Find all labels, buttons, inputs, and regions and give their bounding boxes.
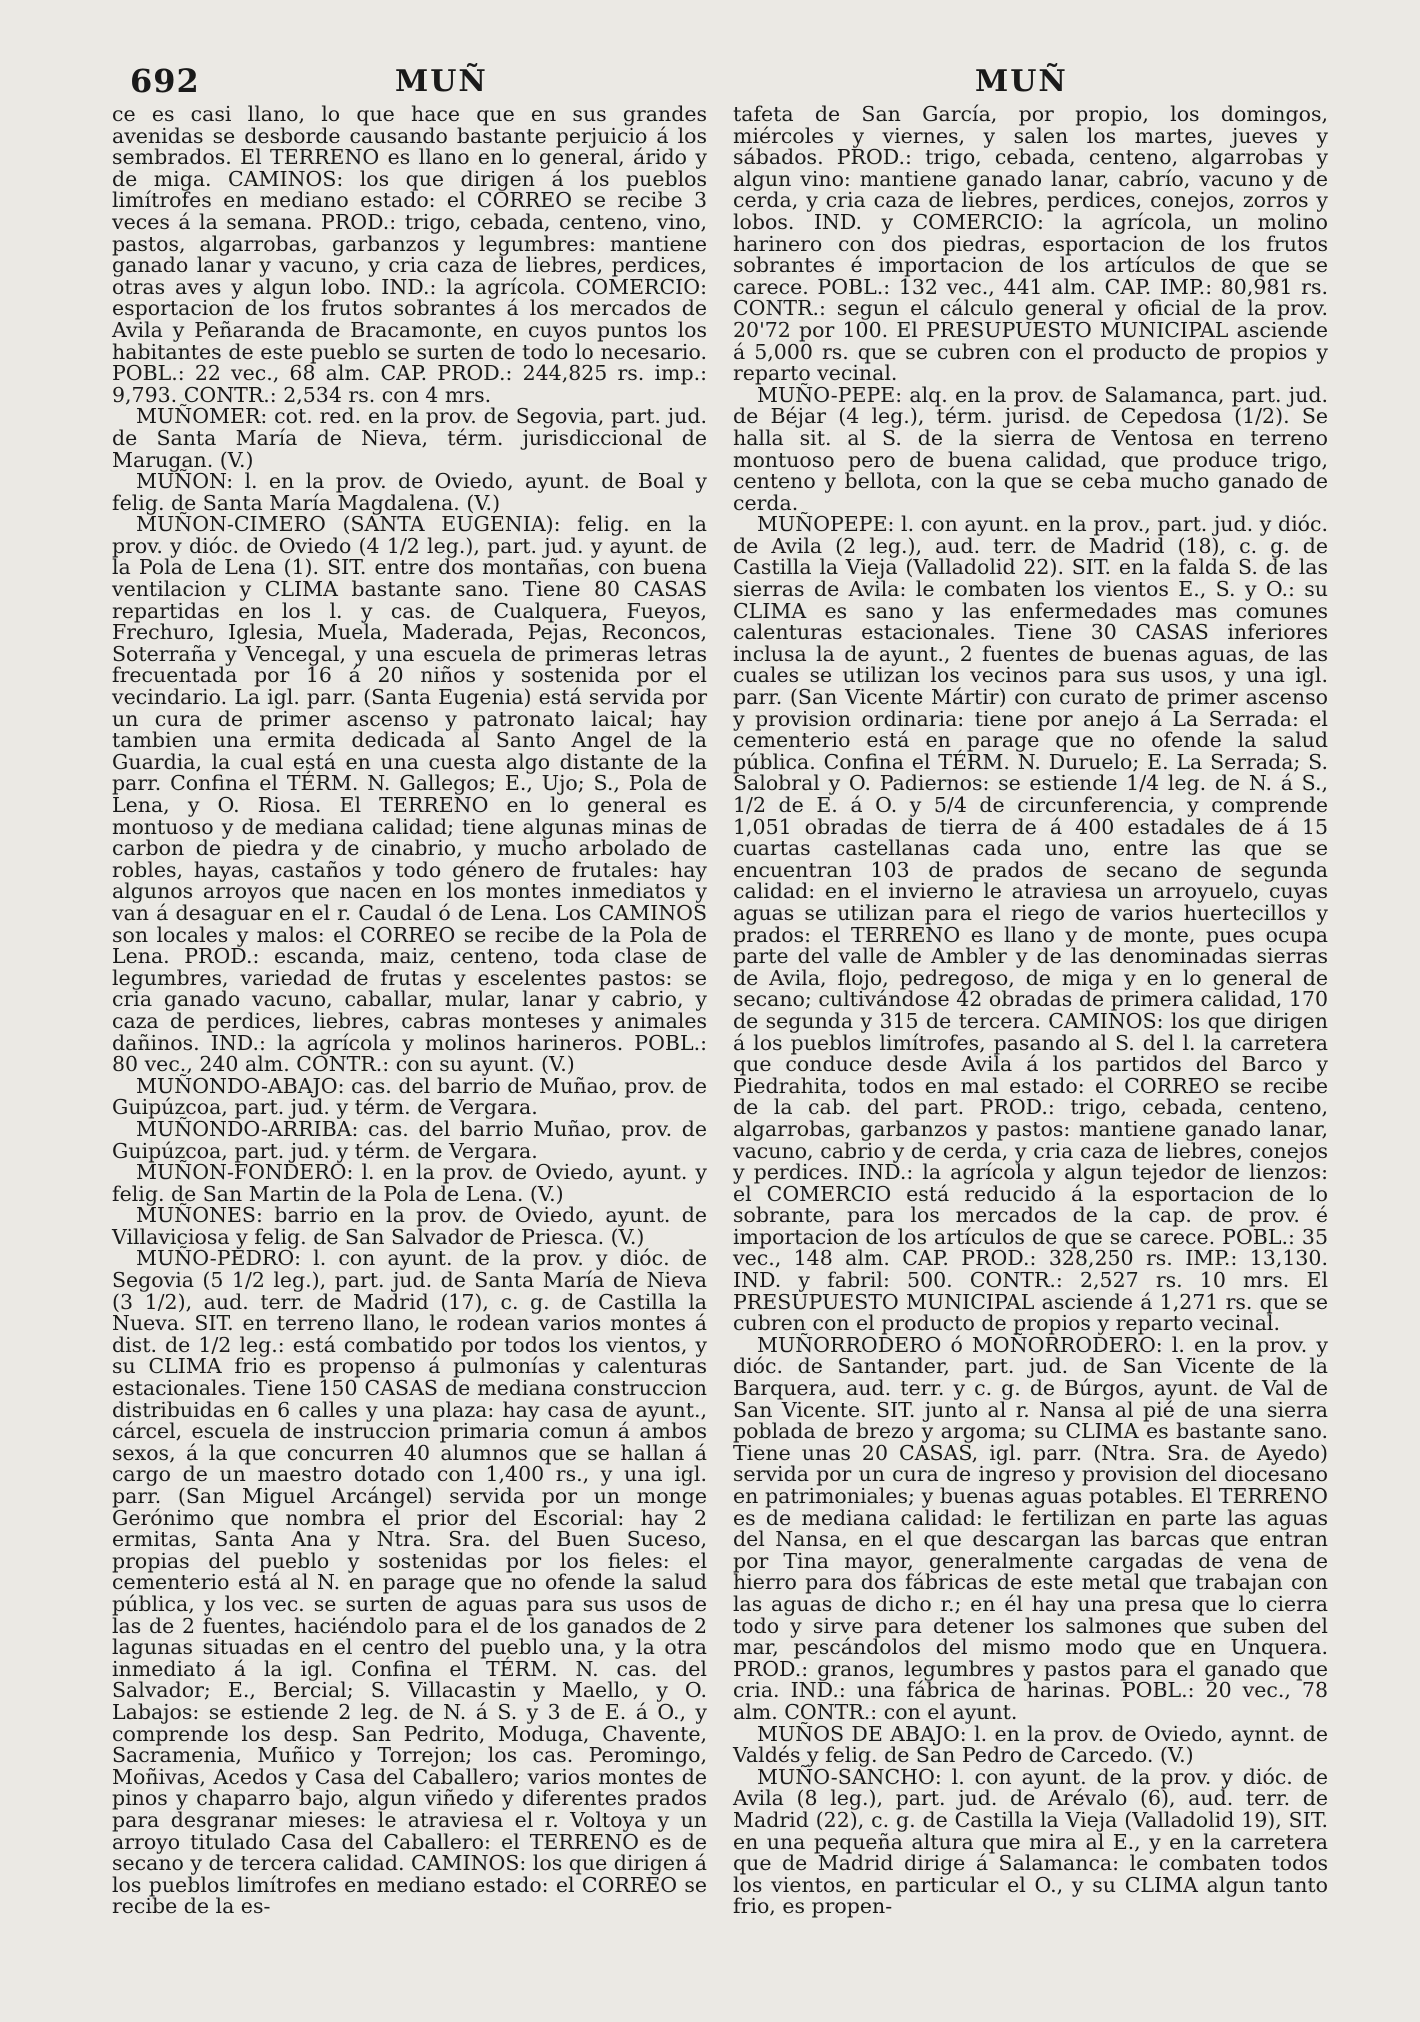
entry-munomer: MUÑOMER: cot. red. en la prov. de Segovia, part. jud. de Santa María de Nieva, térm. jurisdiccional de Marugan. (V.) <box>112 404 707 472</box>
page-number: 692 <box>130 62 200 100</box>
entry-munopepe: MUÑOPEPE: l. con ayunt. en la prov., part. jud. y dióc. de Avila (2 leg.), aud. terr. de Madrid (18), c. g. de Castilla la Vieja (Valladolid 22). SIT. en la falda S. de las sierras de Avila: le combaten los vientos E., S. y O.: su CLIMA es sano y las enfermedades mas comunes calenturas estacionales. Tiene 30 CASAS inferiores inclusa la de ayunt., 2 fuentes de buenas aguas, de las cuales se utilizan los vecinos para sus usos, y una igl. parr. (San Vicente Mártir) con curato de primer ascenso y provision ordinaria: tiene por anejo á La Serrada: el cementerio está en parage que no ofende la salud pública. Confina el TÉRM. N. Duruelo; E. La Serrada; S. Salobral y O. Padiernos: se estiende 1/4 leg. de N. á S., 1/2 de E. á O. y 5/4 de circunferencia, y comprende 1,051 obradas de tierra de á 400 estadales de á 15 cuartas castellanas cada uno, entre las que se encuentran 103 de prados de secano de segunda calidad: en el invierno le atraviesa un arroyuelo, cuyas aguas se utilizan para el riego de varios huertecillos y prados: el TERRENO es llano y de monte, pues ocupa parte del valle de Ambler y de las denominadas sierras de Avila, flojo, pedregoso, de miga y en lo general de secano; cultivándose 42 obradas de primera calidad, 170 de segunda y 315 de tercera. CAMINOS: los que dirigen á los pueblos limítrofes, pasando al S. del l. la carretera que conduce desde Avila á los partidos del Barco y Piedrahita, todos en mal estado: el CORREO se recibe de la cab. del part. PROD.: trigo, cebada, centeno, algarrobas, garbanzos y pastos: mantiene ganado lanar, vacuno, cabrio y de cerda, y cria caza de liebres, conejos y perdices. IND.: la agrícola y algun tejedor de lienzos: el COMERCIO está reducido á la esportacion de lo sobrante, para los mercados de la cap. de prov. é importacion de los artículos de que se carece. POBL.: 35 vec., 148 alm. CAP. PROD.: 328,250 rs. IMP.: 13,130. IND. y fabril: 500. CONTR.: 2,527 rs. 10 mrs. El PRESUPUESTO MUNICIPAL asciende á 1,271 rs. que se cubren con el producto de propios y reparto vecinal. <box>733 512 1328 1336</box>
entry-muno-pedro: MUÑO-PEDRO: l. con ayunt. de la prov. y dióc. de Segovia (5 1/2 leg.), part. jud. de Santa María de Nieva (3 1/2), aud. terr. de Madrid (17), c. g. de Castilla la Nueva. SIT. en terreno llano, le rodean varios montes á dist. de 1/2 leg.: está combatido por todos los vientos, y su CLIMA frio es propenso á pulmonías y calenturas estacionales. Tiene 150 CASAS de mediana construccion distribuidas en 6 calles y una plaza: hay casa de ayunt., cárcel, escuela de instruccion primaria comun á ambos sexos, á la que concurren 40 alumnos que se hallan á cargo de un maestro dotado con 1,400 rs., y una igl. parr. (San Miguel Arcángel) servida por un monge Gerónimo que nombra el prior del Escorial: hay 2 ermitas, Santa Ana y Ntra. Sra. del Buen Suceso, propias del pueblo y sostenidas por los fieles: el cementerio está al N. en parage que no ofende la salud pública, y los vec. se surten de aguas para sus usos de las de 2 fuentes, haciéndolo para el de los ganados de 2 lagunas situadas en el centro del pueblo una, y la otra inmediato á la igl. Confina el TÉRM. N. cas. del Salvador; E., Bercial; S. Villacastin y Maello, y O. Labajos: se estiende 2 leg. de N. á S. y 3 de E. á O., y comprende los desp. San Pedrito, Moduga, Chavente, Sacramenia, Muñico y Torrejon; los cas. Peromingo, Moñivas, Acedos y Casa del Caballero; varios montes de pinos y chaparro bajo, algun viñedo y diferentes prados para desgranar mieses: le atraviesa el r. Voltoya y un arroyo titulado Casa del Caballero: el TERRENO es de secano y de tercera calidad. CAMINOS: los que dirigen á los pueblos limítrofes en mediano estado: el CORREO se recibe de la es- <box>112 1246 707 1919</box>
left-column <box>112 104 707 1918</box>
entry-continuation: ce es casi llano, lo que hace que en sus grandes avenidas se desborde causando bastante perjuicio á los sembrados. El TERRENO es llano en lo general, árido y de miga. CAMINOS: los que dirigen á los pueblos limítrofes en mediano estado: el CORREO se recibe 3 veces á la semana. PROD.: trigo, cebada, centeno, vino, pastos, algarrobas, garbanzos y legumbres: mantiene ganado lanar y vacuno, y cria caza de liebres, perdices, otras aves y algun lobo. IND.: la agrícola. COMERCIO: esportacion de los frutos sobrantes á los mercados de Avila y Peñaranda de Bracamonte, en cuyos puntos los habitantes de este pueblo se surten de todo lo necesario. POBL.: 22 vec., 68 alm. CAP. PROD.: 244,825 rs. imp.: 9,793. CONTR.: 2,534 rs. con 4 mrs. <box>112 102 707 407</box>
entry-munon-cimero: MUÑON-CIMERO (SANTA EUGENIA): felig. en la prov. y dióc. de Oviedo (4 1/2 leg.), part. jud. y ayunt. de la Pola de Lena (1). SIT. entre dos montañas, con buena ventilacion y CLIMA bastante sano. Tiene 80 CASAS repartidas en los l. y cas. de Cualquera, Fueyos, Frechuro, Iglesia, Muela, Maderada, Pejas, Reconcos, Soterraña y Vencegal, y una escuela de primeras letras frecuentada por 16 á 20 niños y sostenida por el vecindario. La igl. parr. (Santa Eugenia) está servida por un cura de primer ascenso y patronato laical; hay tambien una ermita dedicada al Santo Angel de la Guardia, la cual está en una cuesta algo distante de la parr. Confina el TÉRM. N. Gallegos; E., Ujo; S., Pola de Lena, y O. Riosa. El TERRENO en lo general es montuoso y de mediana calidad; tiene algunas minas de carbon de piedra y de cinabrio, y mucho arbolado de robles, hayas, castaños y todo género de frutales: hay algunos arroyos que nacen en los montes inmediatos y van á desaguar en el r. Caudal ó de Lena. Los CAMINOS son locales y malos: el CORREO se recibe de la Pola de Lena. PROD.: escanda, maiz, centeno, toda clase de legumbres, variedad de frutas y escelentes pastos: se cria ganado vacuno, caballar, mular, lanar y cabrio, y caza de perdices, liebres, cabras monteses y animales dañinos. IND.: la agrícola y molinos harineros. POBL.: 80 vec., 240 alm. CONTR.: con su ayunt. (V.) <box>112 512 707 1077</box>
entry-muno-sancho: MUÑO-SANCHO: l. con ayunt. de la prov. y dióc. de Avila (8 leg.), part. jud. de Arévalo (6), aud. terr. de Madrid (22), c. g. de Castilla la Vieja (Valladolid 19), SIT. en una pequeña altura que mira al E., y en la carretera que de Madrid dirige á Salamanca: le combaten todos los vientos, en particular el O., y su CLIMA algun tanto frio, es propen- <box>733 1764 1328 1919</box>
entry-munon-fondero: MUÑON-FONDERO: l. en la prov. de Oviedo, ayunt. y felig. de San Martin de la Pola de Lena. (V.) <box>112 1160 707 1206</box>
column-divider <box>718 104 719 1964</box>
entry-munos-de-abajo: MUÑOS DE ABAJO: l. en la prov. de Oviedo, aynnt. de Valdés y felig. de San Pedro de Carcedo. (V.) <box>733 1721 1328 1768</box>
right-column <box>733 104 1328 1918</box>
running-head-left: MUÑ <box>395 64 488 99</box>
entry-munorrodero: MUÑORRODERO ó MOÑORRODERO: l. en la prov. y dióc. de Santander, part. jud. de San Vicente de la Barquera, aud. terr. y c. g. de Búrgos, ayunt. de Val de San Vicente. SIT. junto al r. Nansa al pié de una sierra poblada de brezo y argoma; su CLIMA es bastante sano. Tiene unas 20 CASAS, igl. parr. (Ntra. Sra. de Ayedo) servida por un cura de ingreso y provision del diocesano en patrimoniales; y buenas aguas potables. El TERRENO es de mediana calidad: le fertilizan en parte las aguas del Nansa, en el que descargan las barcas que entran por Tina mayor, generalmente cargadas de vena de hierro para dos fábricas de este metal que trabajan con las aguas de dicho r.; en él hay una presa que lo cierra todo y sirve para detener los salmones que suben del mar, pescándolos del mismo modo que en Unquera. PROD.: granos, legumbres y pastos para el ganado que cria. IND.: una fábrica de harinas. POBL.: 20 vec., 78 alm. CONTR.: con el ayunt. <box>733 1332 1328 1724</box>
running-head-right: MUÑ <box>975 64 1068 99</box>
entry-continuation-right: tafeta de San García, por propio, los domingos, miércoles y viernes, y salen los martes, jueves y sábados. PROD.: trigo, cebada, centeno, algarrobas y algun vino: mantiene ganado lanar, cabrío, vacuno y de cerda, y cria caza de liebres, perdices, conejos, zorros y lobos. IND. y COMERCIO: la agrícola, un molino harinero con dos piedras, esportacion de los frutos sobrantes é importacion de los artículos de que se carece. POBL.: 132 vec., 441 alm. CAP. IMP.: 80,981 rs. CONTR.: segun el cálculo general y oficial de la prov. 20'72 por 100. El PRESUPUESTO MUNICIPAL asciende á 5,000 rs. que se cubren con el producto de propios y reparto vecinal. <box>733 102 1328 386</box>
entry-muno-pepe: MUÑO-PEPE: alq. en la prov. de Salamanca, part. jud. de Béjar (4 leg.), térm. jurisd. de Cepedosa (1/2). Se halla sit. al S. de la sierra de Ventosa en terreno montuoso pero de buena calidad, que produce trigo, centeno y bellota, con la que se ceba mucho ganado de cerda. <box>733 382 1328 515</box>
entry-munondo-abajo: MUÑONDO-ABAJO: cas. del barrio de Muñao, prov. de Guipúzcoa, part. jud. y térm. de Vergara. <box>112 1073 707 1120</box>
entry-munon: MUÑON: l. en la prov. de Oviedo, ayunt. de Boal y felig. de Santa María Magdalena. (V.) <box>112 469 707 515</box>
entry-munones: MUÑONES: barrio en la prov. de Oviedo, ayunt. de Villaviciosa y felig. de San Salvador de Priesca. (V.) <box>112 1203 707 1249</box>
entry-munondo-arriba: MUÑONDO-ARRIBA: cas. del barrio Muñao, prov. de Guipúzcoa, part. jud. y térm. de Vergara. <box>112 1116 707 1163</box>
